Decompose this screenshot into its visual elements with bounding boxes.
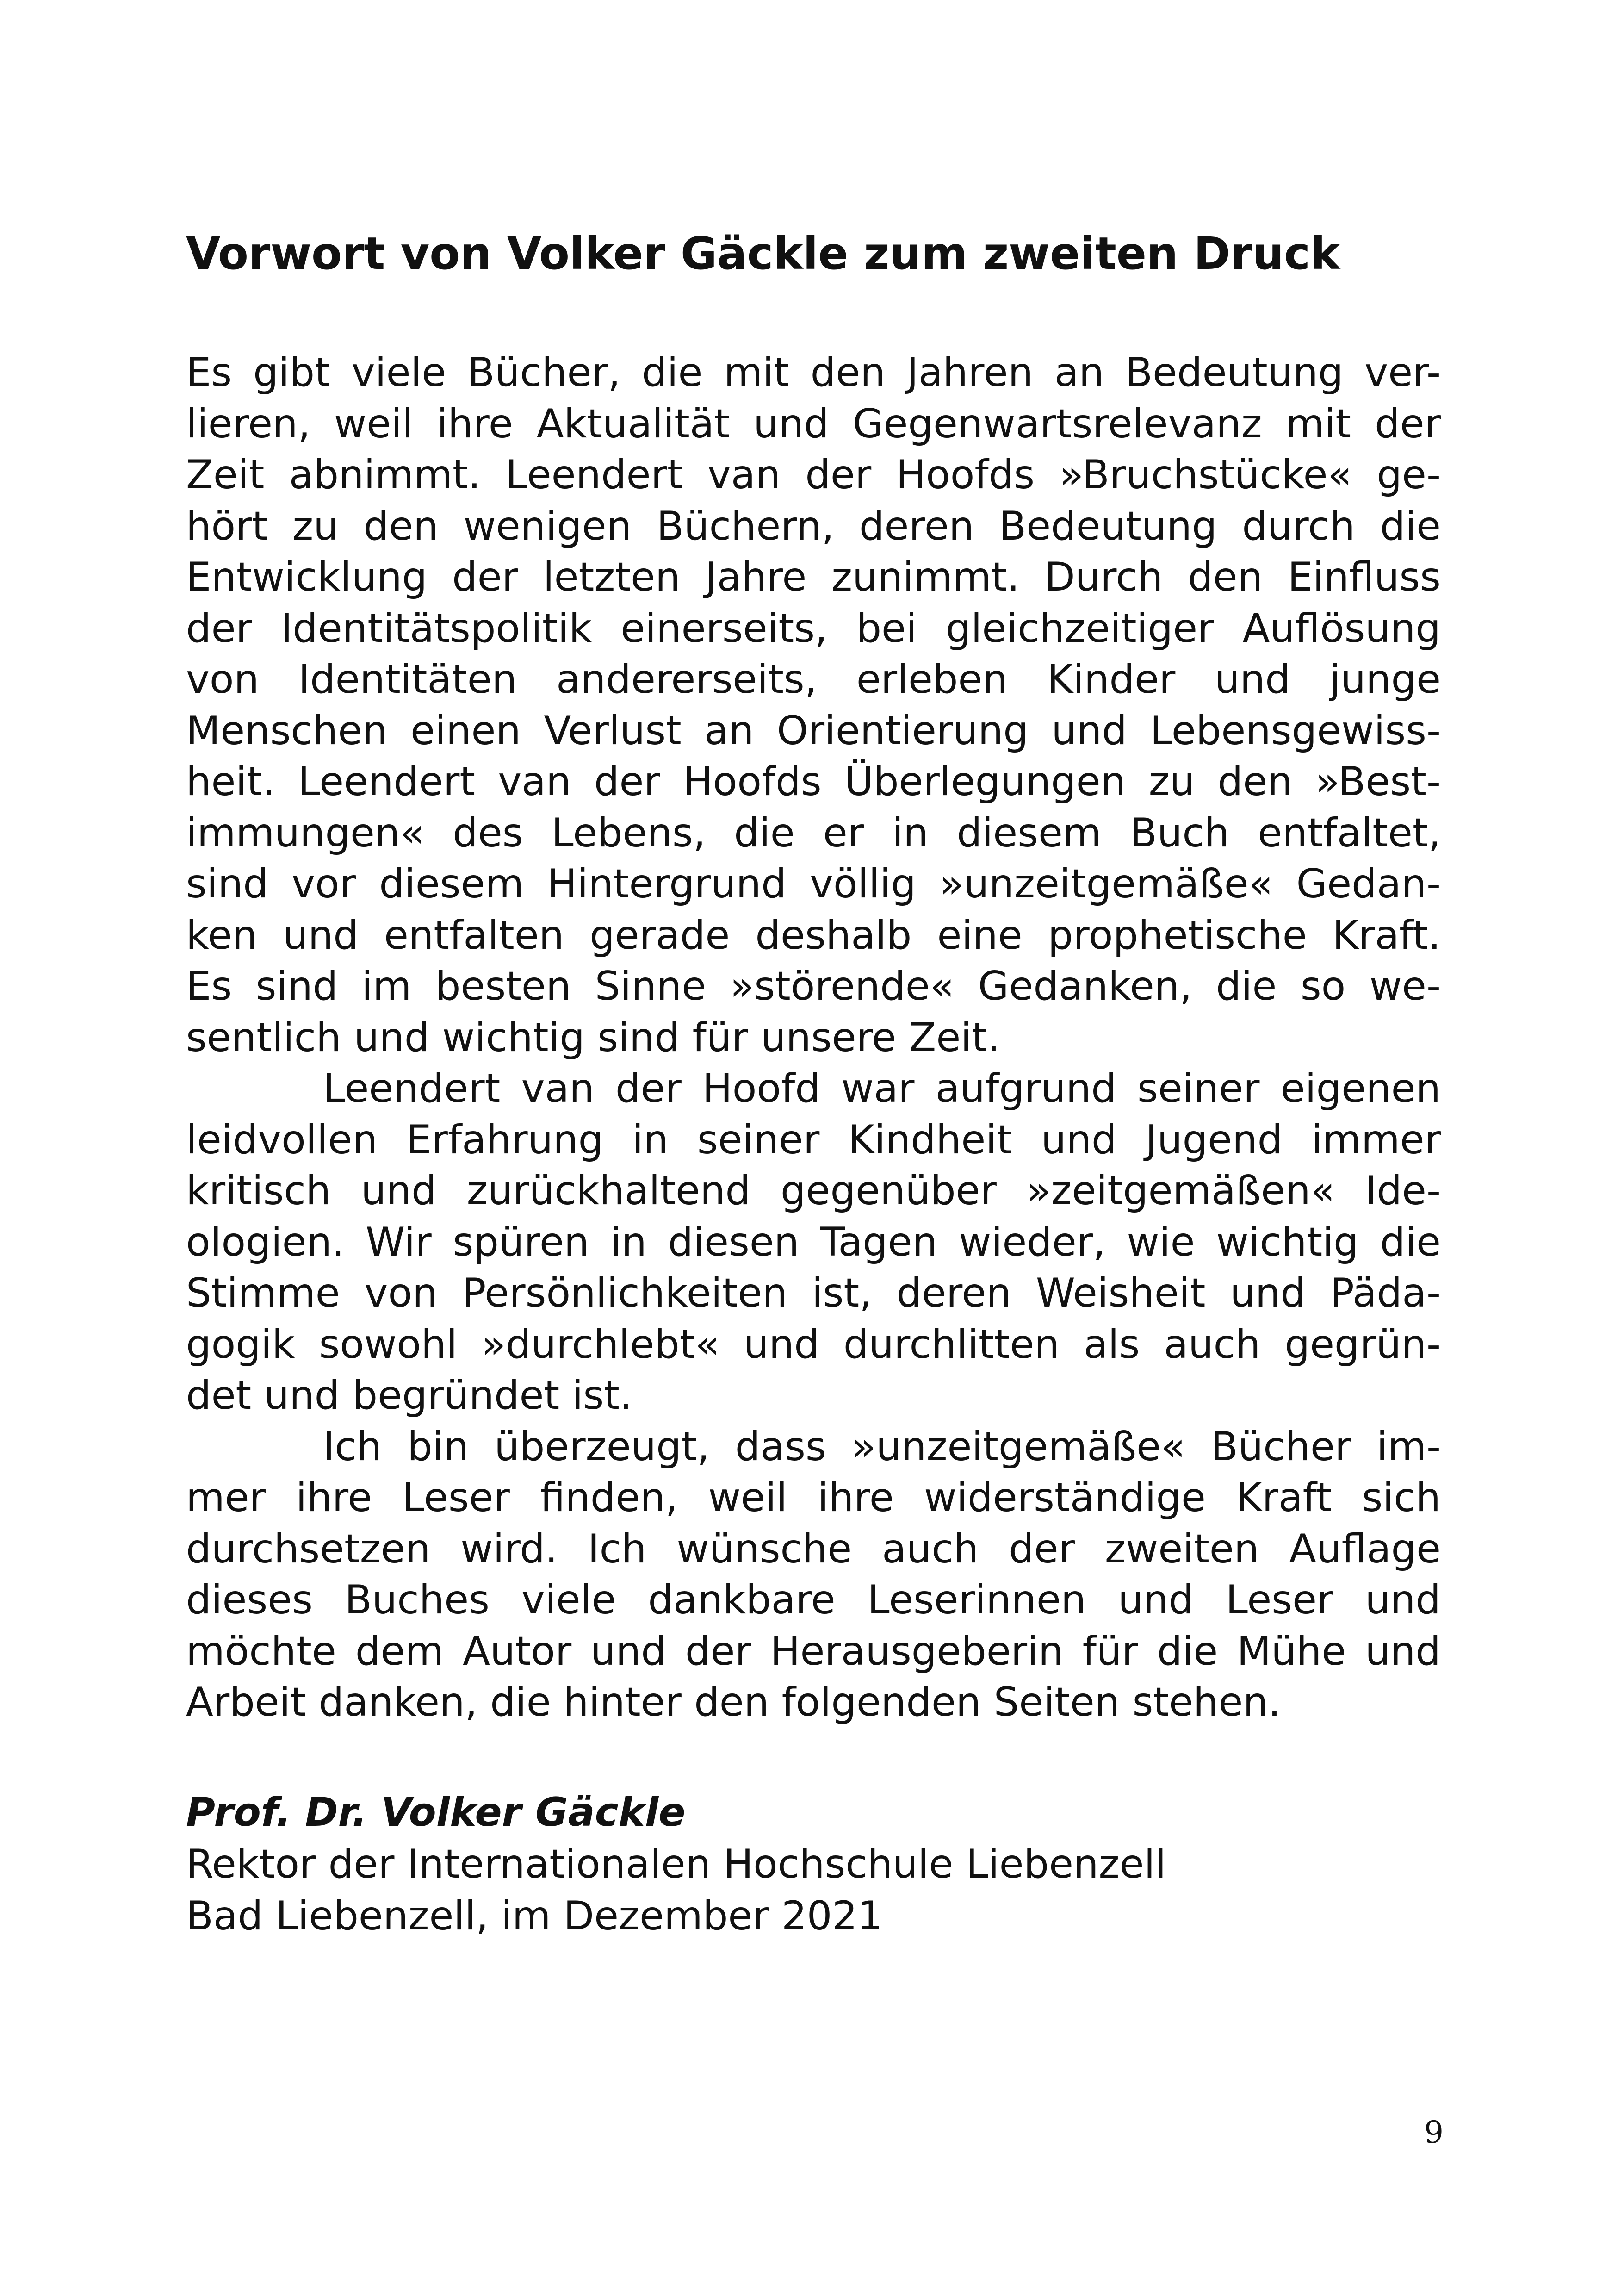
page-title: Vorwort von Volker Gäckle zum zweiten Druck	[186, 228, 1340, 280]
text-line: Menschen einen Verlust an Orientierung und Lebensgewiss-	[186, 707, 1441, 754]
place-date: Bad Liebenzell, im Dezember 2021	[186, 1893, 883, 1939]
author-role: Rektor der Internationalen Hochschule Liebenzell	[186, 1841, 1166, 1887]
paragraph-1	[186, 347, 1441, 1063]
text-line: heit. Leendert van der Hoofds Überlegungen zu den »Best-	[186, 759, 1441, 805]
text-line: von Identitäten andererseits, erleben Kinder und junge	[186, 656, 1441, 703]
text-line: Ich bin überzeugt, dass »unzeitgemäße« Bücher im-	[323, 1423, 1441, 1470]
text-line: sind vor diesem Hintergrund völlig »unzeitgemäße« Gedan-	[186, 861, 1441, 907]
text-line: lieren, weil ihre Aktualität und Gegenwartsrelevanz mit der	[186, 400, 1441, 447]
text-line: ologien. Wir spüren in diesen Tagen wieder, wie wichtig die	[186, 1219, 1441, 1265]
body-text	[186, 347, 1441, 1728]
text-line: möchte dem Autor und der Herausgeberin für die Mühe und	[186, 1628, 1441, 1674]
paragraph-3	[186, 1421, 1441, 1728]
text-line: Es sind im besten Sinne »störende« Gedanken, die so we-	[186, 963, 1441, 1009]
text-line: der Identitätspolitik einerseits, bei gleichzeitiger Auflösung	[186, 605, 1441, 652]
text-line: hört zu den wenigen Büchern, deren Bedeutung durch die	[186, 503, 1441, 549]
text-line: immungen« des Lebens, die er in diesem Buch entfaltet,	[186, 809, 1441, 856]
text-line: leidvollen Erfahrung in seiner Kindheit und Jugend immer	[186, 1116, 1441, 1163]
text-line: Stimme von Persönlichkeiten ist, deren Weisheit und Päda-	[186, 1270, 1441, 1316]
author-name: Prof. Dr. Volker Gäckle	[186, 1789, 686, 1836]
text-line: Zeit abnimmt. Leendert van der Hoofds »Bruchstücke« ge-	[186, 452, 1441, 498]
paragraph-2	[186, 1063, 1441, 1421]
page-number: 9	[1424, 2115, 1444, 2150]
text-line: sentlich und wichtig sind für unsere Zeit.	[186, 1014, 1000, 1061]
text-line: durchsetzen wird. Ich wünsche auch der zweiten Auflage	[186, 1525, 1441, 1572]
text-line: det und begründet ist.	[186, 1372, 632, 1419]
signature-block	[186, 1786, 1441, 1942]
text-line: kritisch und zurückhaltend gegenüber »zeitgemäßen« Ide-	[186, 1168, 1441, 1214]
text-line: dieses Buches viele dankbare Leserinnen und Leser und	[186, 1577, 1441, 1623]
text-line: mer ihre Leser finden, weil ihre widerständige Kraft sich	[186, 1475, 1441, 1521]
text-line: ken und entfalten gerade deshalb eine prophetische Kraft.	[186, 912, 1441, 958]
text-line: Leendert van der Hoofd war aufgrund seiner eigenen	[323, 1065, 1441, 1112]
text-line: Entwicklung der letzten Jahre zunimmt. Durch den Einfluss	[186, 554, 1441, 600]
text-line: Arbeit danken, die hinter den folgenden Seiten stehen.	[186, 1679, 1281, 1725]
text-line: gogik sowohl »durchlebt« und durchlitten als auch gegrün-	[186, 1321, 1441, 1368]
text-line: Es gibt viele Bücher, die mit den Jahren an Bedeutung ver-	[186, 349, 1441, 396]
